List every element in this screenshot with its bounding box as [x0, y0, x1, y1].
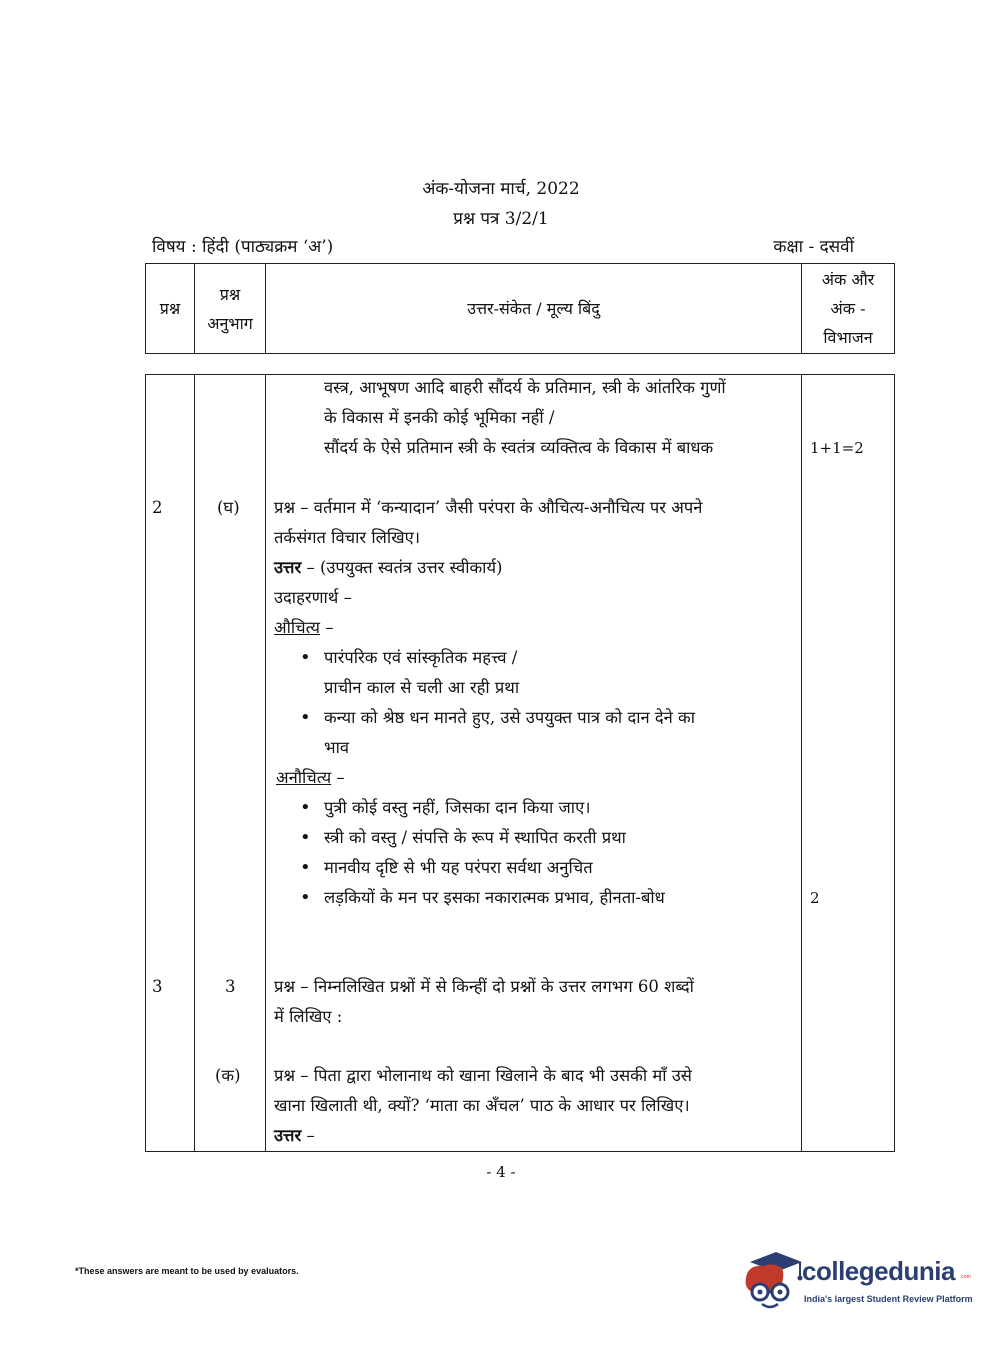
cont-line-2: के विकास में इनकी कोई भूमिका नहीं /	[324, 408, 555, 427]
q2-part: (घ)	[217, 498, 240, 517]
cont-line-1: वस्त्र, आभूषण आदि बाहरी सौंदर्य के प्रतिमान, स्त्री के आंतरिक गुणों	[324, 378, 726, 397]
question-paper-code: प्रश्न पत्र 3/2/1	[453, 209, 549, 229]
q2-question-line-2: तर्कसंगत विचार लिखिए।	[274, 528, 420, 547]
q2-marks: 2	[810, 889, 820, 907]
q3a-question-line-2: खाना खिलाती थी, क्यों? ‘माता का अँचल’ पाठ के आधार पर लिखिए।	[274, 1096, 690, 1115]
header-table	[145, 263, 895, 354]
answer-column	[266, 375, 802, 1152]
class-label: कक्षा - दसवीं	[773, 237, 854, 257]
evaluator-note: *These answers are meant to be used by evaluators.	[75, 1266, 299, 1276]
con-item-1: • पुत्री कोई वस्तु नहीं, जिसका दान किया जाए।	[324, 793, 590, 823]
mascot-icon	[742, 1248, 804, 1312]
question-number-column	[146, 375, 195, 1152]
col-marks: अंक और अंक - विभाजन	[802, 264, 895, 354]
q3-part: 3	[225, 977, 236, 996]
q2-question-line-1: प्रश्न – वर्तमान में ‘कन्यादान’ जैसी परंपरा के औचित्य-अनौचित्य पर अपने	[274, 498, 703, 517]
pros-heading: औचित्य –	[274, 618, 334, 637]
pro-item-1-cont: प्राचीन काल से चली आ रही प्रथा	[324, 678, 520, 697]
example-label: उदाहरणार्थ –	[274, 588, 352, 607]
q3-question-line-2: में लिखिए :	[274, 1007, 343, 1026]
cont-line-3: सौंदर्य के ऐसे प्रतिमान स्त्री के स्वतंत्र व्यक्तित्व के विकास में बाधक	[324, 438, 714, 457]
q3a-question-line-1: प्रश्न – पिता द्वारा भोलानाथ को खाना खिलाने के बाद भी उसकी माँ उसे	[274, 1066, 692, 1085]
logo-domain: .com	[960, 1274, 971, 1280]
subject-label: विषय : हिंदी (पाठ्यक्रम ‘अ’)	[152, 237, 334, 257]
pro-item-1: • पारंपरिक एवं सांस्कृतिक महत्त्व /	[324, 643, 517, 673]
pro-item-2: • कन्या को श्रेष्ठ धन मानते हुए, उसे उपयुक्त पात्र को दान देने का	[324, 703, 695, 733]
con-item-2: • स्त्री को वस्तु / संपत्ति के रूप में स्थापित करती प्रथा	[324, 823, 626, 853]
pro-item-2-cont: भाव	[324, 738, 350, 757]
col-section: प्रश्न अनुभाग	[195, 264, 266, 354]
q3-question-line-1: प्रश्न – निम्नलिखित प्रश्नों में से किन्हीं दो प्रश्नों के उत्तर लगभग 60 शब्दों	[274, 977, 694, 996]
q3a-part: (क)	[215, 1066, 241, 1085]
answer-label: उत्तर	[274, 558, 302, 577]
col-answer: उत्तर-संकेत / मूल्य बिंदु	[266, 264, 802, 354]
q3-number: 3	[152, 977, 163, 996]
page-number: - 4 -	[486, 1163, 516, 1181]
col-question: प्रश्न	[146, 264, 195, 354]
cons-heading: अनौचित्य –	[276, 768, 345, 787]
section-column	[195, 375, 266, 1152]
con-item-4: • लड़कियों के मन पर इसका नकारात्मक प्रभाव, हीनता-बोध	[324, 883, 665, 913]
cont-marks: 1+1=2	[810, 439, 864, 457]
marks-column	[802, 375, 895, 1152]
answer-table	[145, 374, 895, 1152]
logo-wordmark: collegedunia	[802, 1256, 955, 1286]
marking-scheme-title: अंक-योजना मार्च, 2022	[422, 179, 580, 199]
con-item-3: • मानवीय दृष्टि से भी यह परंपरा सर्वथा अनुचित	[324, 853, 593, 883]
logo-tagline: India's largest Student Review Platform	[804, 1294, 973, 1304]
q2-number: 2	[152, 498, 163, 517]
collegedunia-logo	[742, 1248, 972, 1318]
q3a-answer-line: उत्तर –	[274, 1126, 315, 1145]
q2-answer-line: उत्तर – (उपयुक्त स्वतंत्र उत्तर स्वीकार्य)	[274, 558, 503, 577]
